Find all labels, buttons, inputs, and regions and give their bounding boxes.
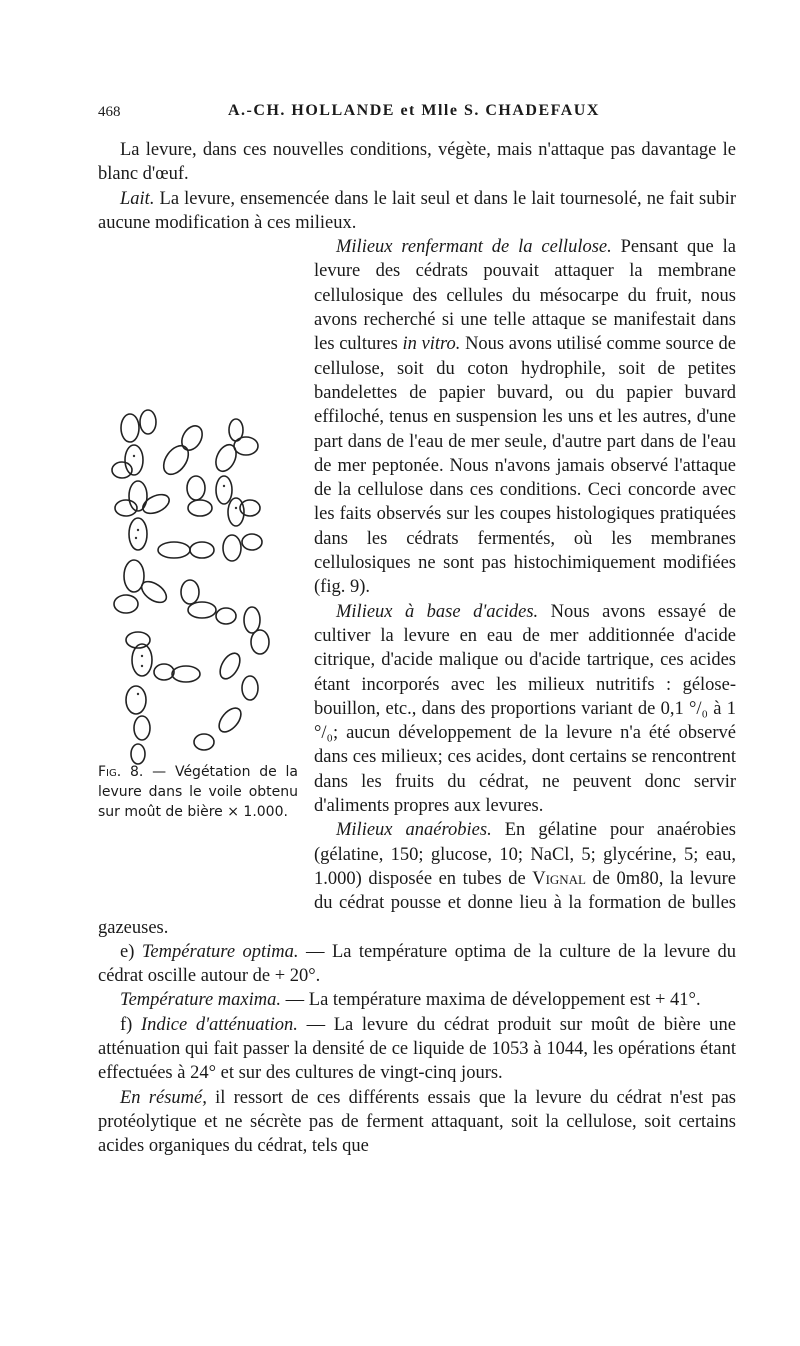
paragraph-attenuation-text: — La levure du cédrat produit sur moût de bière une atténuation qui fait passer la densité de ce liquide de 1053 à 1044, les opérations étant effectuées à 24° et sur des cultures de vingt-cinq jours. [98,1014,736,1084]
section-lead-acides: Milieux à base d'acides. [336,601,539,622]
paragraph-cellulose-text-b: Nous avons utilisé comme source de cellulose, soit du coton hydrophile, soit de petites bandelettes de papier buvard, ou du papier buvard effiloché, tenus en suspension les uns et les autres, d'une part dans de l'eau de mer seule, d'autre part dans de l'eau de mer peptonée. Nous n'avons jamais observé l'attaque de la cellulose dans ces conditions. Ceci concorde avec les faits observés sur les coupes histologiques pratiquées dans les cédrats fermentés, où les membranes cellulosiques ne sont pas histochimiquement modifiées (fig. 9). [314,334,736,598]
figure-caption [98,762,298,822]
paragraph-temperature-optima-text: — La température optima de la culture de la levure du cédrat oscille autour de + 20°. [98,941,736,987]
section-lead-resume: En résumé, [120,1087,207,1108]
paragraph-lait [98,187,736,236]
section-lead-cellulose: Milieux renfermant de la cellulose. [336,237,612,258]
in-vitro-term: in vitro. [402,334,461,355]
paragraph-resume-text: il ressort de ces différents essais que la levure du cédrat n'est pas protéolytique et ne sécrète pas de ferment attaquant, soit la cellulose, soit certains acides organiques du cédrat, tels que [98,1087,736,1157]
paragraph-lait-text: La levure, ensemencée dans le lait seul et dans le lait tournesolé, ne fait subir aucune modification à ces milieux. [98,188,736,233]
figure-label: Fig. 8. [98,764,144,780]
section-lead-anaerobies: Milieux anaérobies. [336,820,492,841]
paragraph-temperature-maxima-text: — La température maxima de développement est + 41°. [285,990,701,1011]
section-lead-lait: Lait. [120,188,155,209]
item-f-prefix: f) [120,1014,133,1035]
paragraph-temperature-optima [98,940,736,989]
paragraph-cellulose-text-a: Pensant que la levure des cédrats pouvait attaquer la membrane cellulosique des cellules du mésocarpe du fruit, nous avons recherché si une telle attaque se manifestait dans les cultures [314,237,736,355]
paragraph-acides-text: Nous avons essayé de cultiver la levure en eau de mer additionnée d'acide citrique, d'acide malique ou d'acide tartrique, ces acides étant incorporés avec les milieux nutritifs : gélose-bouillon, etc., dans des proportions variant de 0,1 °/₀ à 1 °/₀; aucun développement de la levure n'a été observé dans ces milieux; ces acides, dont certains se rencontrent dans les fruits du cédrat, ne peuvent donc servir d'aliments propres aux levures. [314,601,736,817]
paragraph-resume [98,1086,736,1159]
section-lead-attenuation: Indice d'atténuation. [140,1014,298,1035]
running-head [98,100,736,126]
section-lead-temperature-optima: Température optima. [141,941,299,962]
figure-8-block [98,408,298,894]
header-title: A.-CH. HOLLANDE et Mlle S. CHADEFAUX [228,102,600,119]
page-number: 468 [98,104,121,120]
paragraph-anaerobies-text-a: En gélatine pour anaérobies (gélatine, 150; glucose, 10; NaCl, 5; glycérine, 5; eau, 1.000) disposée en tubes de [314,820,736,889]
section-lead-temperature-maxima: Température maxima. [120,990,282,1011]
author-name-vignal: Vignal [532,868,586,889]
paragraph-anaerobies-text-b: de 0m80, la levure du cédrat pousse et donne lieu à la formation de bulles gazeuses. [98,868,736,938]
figure-caption-text: — Végétation de la levure dans le voile obtenu sur moût de bière × 1.000. [98,764,298,820]
item-e-prefix: e) [120,941,135,962]
paragraph-temperature-maxima [98,988,736,1012]
yeast-cells-illustration [102,408,292,768]
paragraph-1 [98,138,736,187]
paragraph-1-text: La levure, dans ces nouvelles conditions, végète, mais n'attaque pas davantage le blanc d'œuf. [98,140,736,185]
paragraph-attenuation [98,1013,736,1086]
